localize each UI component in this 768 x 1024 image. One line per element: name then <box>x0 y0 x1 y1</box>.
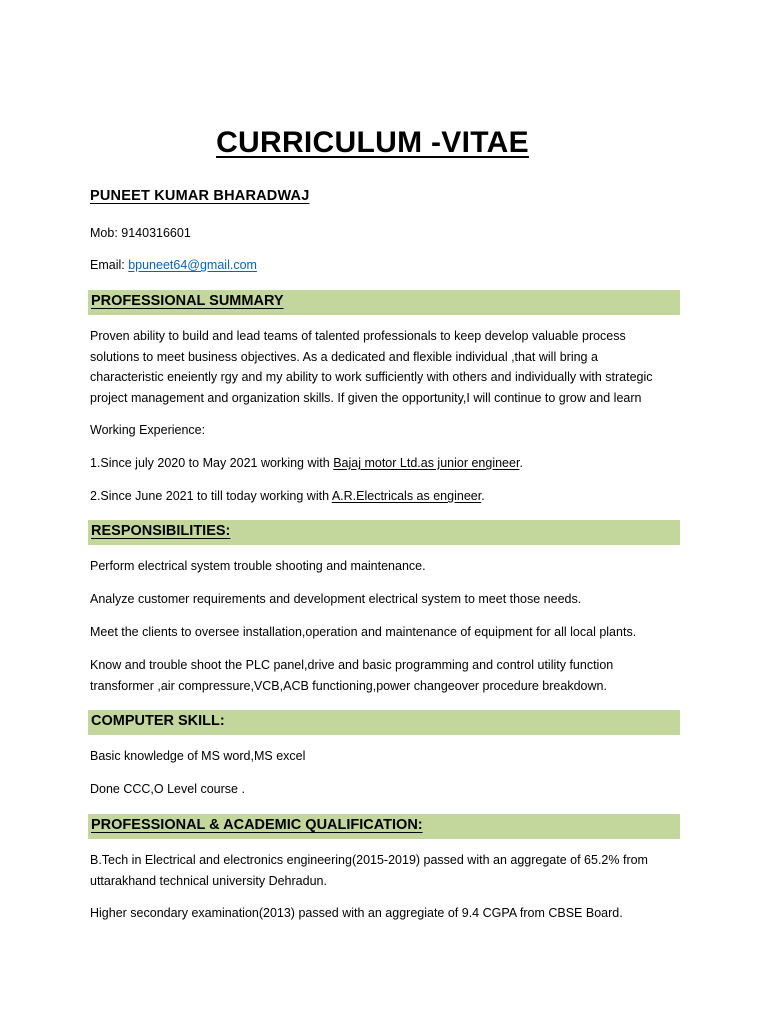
working-experience-label: Working Experience: <box>90 423 206 437</box>
mobile-number: 9140316601 <box>121 226 191 240</box>
qualification-secondary: Higher secondary examination(2013) passed with an aggregiate of 9.4 CGPA from CBSE Board. <box>90 906 623 920</box>
summary-line: characteristic eneiently rgy and my ability to work sufficiently with others and individually with strategic <box>90 370 653 384</box>
section-band-qualification <box>88 814 680 839</box>
computer-skill-item: Basic knowledge of MS word,MS excel <box>90 749 306 763</box>
responsibility-line: Know and trouble shoot the PLC panel,drive and basic programming and control utility function <box>90 658 614 672</box>
experience-company: Bajaj motor Ltd.as junior engineer <box>333 456 520 470</box>
section-heading-computer: COMPUTER SKILL: <box>91 713 225 729</box>
qualification-line: uttarakhand technical university Dehradun. <box>90 873 327 888</box>
qualification-line: B.Tech in Electrical and electronics engineering(2015-2019) passed with an aggregate of 65.2% from <box>90 853 648 867</box>
document-title: CURRICULUM -VITAE <box>216 126 529 159</box>
experience-item-1 <box>90 453 685 474</box>
experience-suffix: . <box>519 456 523 470</box>
summary-line: Proven ability to build and lead teams of talented professionals to keep develop valuable process <box>90 329 626 343</box>
candidate-name: PUNEET KUMAR BHARADWAJ <box>90 188 310 204</box>
section-band-summary <box>88 290 680 315</box>
section-heading-summary: PROFESSIONAL SUMMARY <box>91 293 284 309</box>
experience-text: 1.Since july 2020 to May 2021 working with <box>90 456 334 470</box>
qualification-btech <box>90 850 685 891</box>
responsibility-item: Analyze customer requirements and development electrical system to meet those needs. <box>90 592 582 606</box>
summary-paragraph <box>90 326 685 408</box>
section-heading-qualification: PROFESSIONAL & ACADEMIC QUALIFICATION: <box>91 817 423 833</box>
section-heading-responsibilities: RESPONSIBILITIES: <box>91 523 231 539</box>
responsibility-line: transformer ,air compressure,VCB,ACB functioning,power changeover procedure breakdown. <box>90 678 607 693</box>
section-band-responsibilities <box>88 520 680 545</box>
responsibility-item: Meet the clients to oversee installation,operation and maintenance of equipment for all local plants. <box>90 625 637 639</box>
computer-skill-item: Done CCC,O Level course . <box>90 782 245 796</box>
mobile-label: Mob: <box>90 226 122 240</box>
mobile-line <box>90 223 685 244</box>
summary-line: solutions to meet business objectives. As a dedicated and flexible individual ,that will bring a <box>90 349 598 364</box>
section-band-computer <box>88 710 680 735</box>
experience-suffix: . <box>481 489 485 503</box>
experience-item-2 <box>90 486 685 507</box>
responsibility-item: Perform electrical system trouble shooting and maintenance. <box>90 559 426 573</box>
email-line <box>90 255 685 276</box>
email-label: Email: <box>90 258 129 272</box>
experience-company: A.R.Electricals as engineer <box>331 489 482 503</box>
email-link[interactable]: bpuneet64@gmail.com <box>128 258 257 272</box>
experience-text: 2.Since June 2021 to till today working with <box>90 489 332 503</box>
summary-line: project management and organization skills. If given the opportunity,I will continue to grow and learn <box>90 390 642 405</box>
responsibility-item-multiline <box>90 655 685 696</box>
